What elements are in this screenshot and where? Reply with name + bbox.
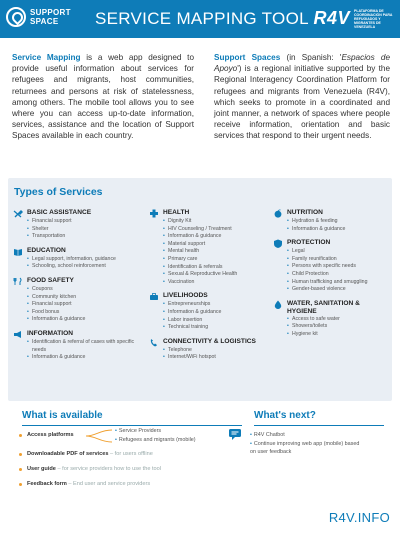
access-platforms-bullet (19, 434, 22, 437)
intro-support-spaces (214, 52, 390, 142)
service-item: • Information & guidance (163, 233, 273, 241)
user-guide-note: – for service providers how to use the tool (55, 466, 162, 472)
category-title: WATER, SANITATION & HYGIENE (287, 299, 360, 315)
service-item: • Telephone (163, 347, 273, 355)
briefcase-icon (148, 292, 159, 301)
pdf-bullet (19, 453, 22, 456)
water-drop-icon (272, 300, 283, 309)
whats-next-title: What's next? (254, 410, 316, 421)
pdf-note: – for users offline (108, 451, 153, 457)
category-title: PROTECTION (287, 239, 331, 247)
user-guide-item (27, 466, 161, 472)
types-of-services-title: Types of Services (14, 186, 103, 198)
apple-icon (272, 209, 283, 218)
feedback-bullet (19, 483, 22, 486)
category-heading (272, 209, 390, 218)
service-item: • Family reunification (287, 256, 390, 264)
service-item: • Schooling, school reinforcement (27, 263, 137, 271)
support-spaces-highlight: Support Spaces (214, 53, 281, 62)
category-heading (12, 247, 137, 256)
chat-icon (228, 428, 242, 440)
service-item: • Child Protection (287, 271, 390, 279)
service-item: • Access to safe water (287, 316, 390, 324)
service-item: • Coupons (27, 286, 137, 294)
service-item: • Vaccination (163, 279, 273, 287)
services-column-3 (272, 209, 390, 345)
shield-icon (272, 239, 283, 248)
support-space-logo-icon (6, 7, 26, 27)
services-column-2 (148, 209, 273, 368)
category-title: EDUCATION (27, 246, 66, 254)
service-item: • Sexual & Reproductive Health (163, 271, 273, 279)
service-item: • Showers/toilets (287, 323, 390, 331)
category-livelihoods (148, 292, 273, 331)
category-water-sanitation-hygiene (272, 300, 390, 339)
phone-icon (148, 338, 159, 347)
provider-service-providers: • Service Providers (115, 428, 161, 434)
service-item: • Entrepreneurships (163, 301, 273, 309)
available-divider (22, 425, 242, 426)
category-title: HEALTH (163, 209, 190, 216)
category-title: CONNECTIVITY & LOGISTICS (163, 337, 256, 345)
service-item: • Identification & referrals (163, 264, 273, 272)
category-items (27, 256, 137, 271)
r4v-logo-mark: R4V (313, 8, 350, 28)
service-item: • Information & guidance (27, 316, 137, 324)
category-food-safety (12, 277, 137, 324)
header-bar (0, 0, 400, 38)
category-items (163, 218, 273, 286)
access-platforms-connector-icon (86, 428, 114, 444)
service-item: • HIV Counseling / Treatment (163, 226, 273, 234)
category-basic-assistance (12, 209, 137, 241)
service-item: • Persons with specific needs (287, 263, 390, 271)
service-item: • Financial support (27, 301, 137, 309)
category-items (287, 316, 390, 339)
service-item: • Transportation (27, 233, 137, 241)
service-item: • Mental health (163, 248, 273, 256)
book-icon (12, 247, 23, 256)
service-item: • Primary care (163, 256, 273, 264)
service-item: • Material support (163, 241, 273, 249)
category-heading (12, 277, 137, 286)
service-item: • Shelter (27, 226, 137, 234)
category-heading (272, 300, 390, 316)
next-chatbot: • R4V Chatbot (250, 432, 285, 438)
category-education (12, 247, 137, 271)
service-item: • Financial support (27, 218, 137, 226)
category-information (12, 330, 137, 362)
service-item: • Human trafficking and smuggling (287, 279, 390, 287)
medical-cross-icon (148, 209, 159, 218)
category-heading (148, 209, 273, 218)
category-nutrition (272, 209, 390, 233)
category-items (163, 347, 273, 362)
service-item: • Hydration & feeding (287, 218, 390, 226)
r4v-logo (313, 8, 394, 29)
what-is-available-title: What is available (22, 410, 103, 421)
service-item: • Legal support, information, guidance (27, 256, 137, 264)
category-heading (148, 338, 273, 347)
category-heading (12, 209, 137, 218)
category-title: INFORMATION (27, 329, 74, 337)
feedback-form-note: – End user and service providers (66, 481, 151, 487)
service-mapping-highlight: Service Mapping (12, 53, 81, 62)
category-heading (272, 239, 390, 248)
r4v-info-link[interactable]: R4V.INFO (328, 510, 390, 525)
service-item: • Identification & referral of cases with specific needs (27, 339, 137, 354)
logo-left-line1: SUPPORT (30, 8, 71, 17)
r4v-logo-subtitle: PLATAFORMA DE COORDINACIÓN PARA REFUGIADOS Y MIGRANTES DE VENEZUELA (354, 8, 393, 29)
intro-right-text-1: (in Spanish: ' (280, 53, 342, 62)
intro-service-mapping (12, 52, 194, 142)
support-space-logo (6, 7, 71, 27)
user-guide-label: User guide (27, 466, 56, 472)
fork-knife-icon (12, 277, 23, 286)
next-improve-webapp-text: Continue improving web app (mobile) based on user feedback (250, 441, 360, 455)
category-items (27, 286, 137, 324)
service-item: • Community kitchen (27, 294, 137, 302)
category-items (287, 248, 390, 294)
service-item: • Food bonus (27, 309, 137, 317)
category-title: FOOD SAFETY (27, 276, 74, 284)
category-connectivity-logistics (148, 338, 273, 362)
category-title: LIVELIHOODS (163, 292, 208, 300)
category-items (27, 339, 137, 362)
services-column-1 (12, 209, 137, 368)
service-item: • Internet/WiFi hotspot (163, 354, 273, 362)
megaphone-icon (12, 330, 23, 339)
category-title: NUTRITION (287, 209, 323, 216)
category-heading (12, 330, 137, 339)
category-title: BASIC ASSISTANCE (27, 209, 92, 216)
access-platforms-item (27, 432, 74, 438)
service-item: • Technical training (163, 324, 273, 332)
service-item: • Hygiene kit (287, 331, 390, 339)
pdf-label: Downloadable PDF of services (27, 451, 109, 457)
category-heading (148, 292, 273, 301)
service-item: • Labor insertion (163, 317, 273, 325)
service-item: • Information & guidance (163, 309, 273, 317)
service-item: • Information & guidance (27, 354, 137, 362)
category-protection (272, 239, 390, 294)
provider-refugees-migrants: • Refugees and migrants (mobile) (115, 437, 196, 443)
category-items (163, 301, 273, 331)
next-divider (254, 425, 384, 426)
service-item: • Legal (287, 248, 390, 256)
access-platforms-label: Access platforms (27, 432, 74, 438)
category-health (148, 209, 273, 286)
feedback-form-item (27, 481, 150, 487)
page-title: SERVICE MAPPING TOOL (95, 9, 309, 28)
intro-right-italic: Espacios de Apoyo (214, 53, 390, 74)
feedback-form-label: Feedback form (27, 481, 67, 487)
category-items (287, 218, 390, 233)
wrench-icon (12, 209, 23, 218)
intro-left-text: is a web app designed to provide useful information about services for refugees and migrants, host communities, returnees and persons at risk of statelessness, among others. The mobile tool allows you to see where you can access up-to-date information, services, assistance and the location of Support Spaces available in each country. (12, 53, 194, 141)
service-item: • Dignity Kit (163, 218, 273, 226)
user-guide-bullet (19, 468, 22, 471)
intro-right-text-2: ') is a regional initiative supported by the Regional Interagency Coordination Platform for refugees and migrants from Venezuela (R4V), which seeks to promote in a coordinated and joint manner, a network of spaces where people receive information, orientation and basic services that respond to their urgent needs. (214, 64, 390, 141)
service-item: • Information & guidance (287, 226, 390, 234)
logo-left-line2: SPACE (30, 17, 59, 26)
next-improve-webapp (250, 441, 360, 456)
downloadable-pdf-item (27, 451, 153, 457)
service-item: • Gender-based violence (287, 286, 390, 294)
category-items (27, 218, 137, 241)
